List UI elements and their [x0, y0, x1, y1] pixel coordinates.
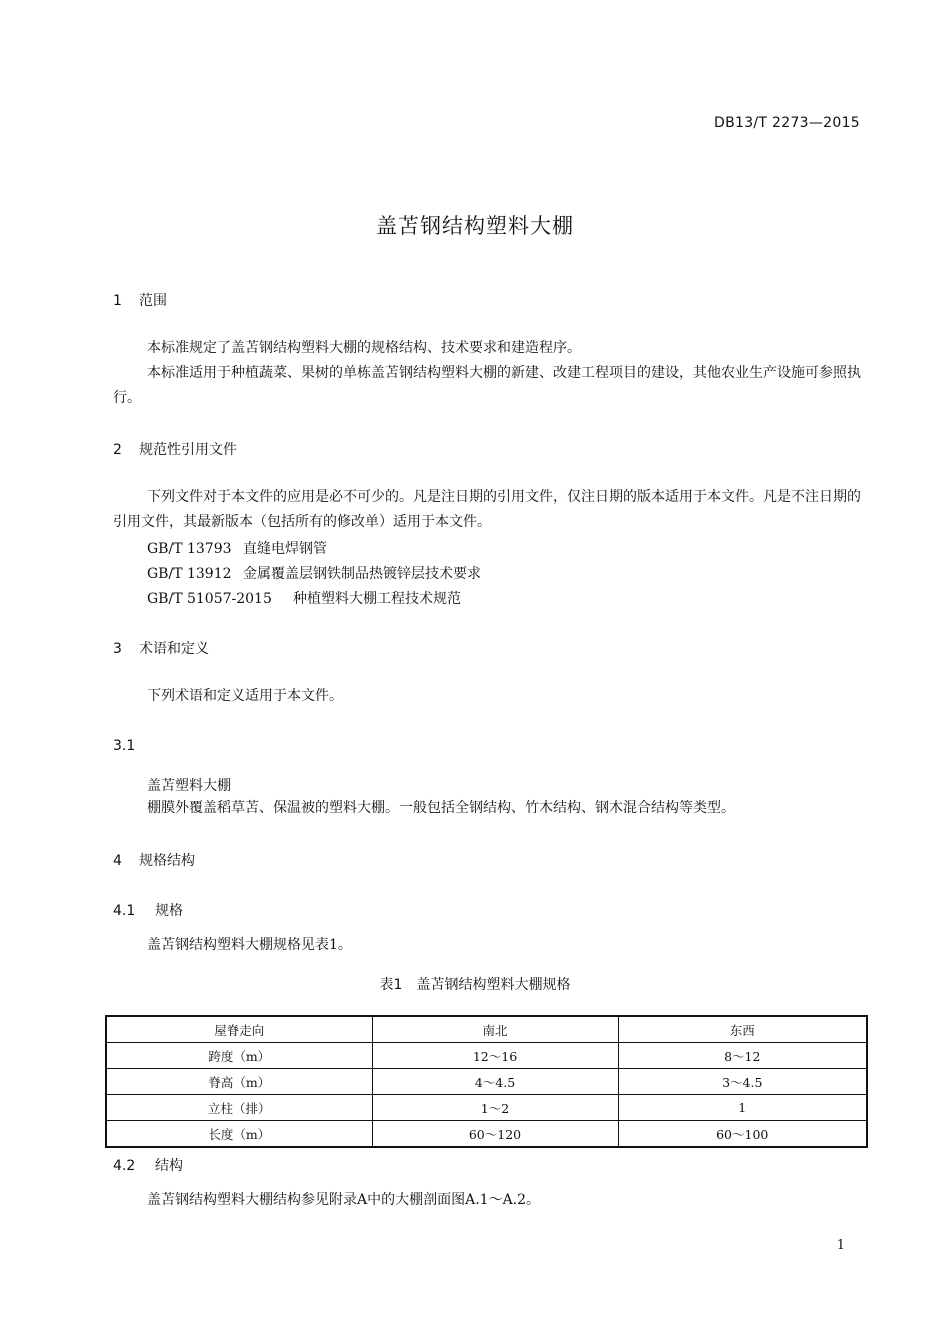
section-number: 2 [113, 442, 122, 458]
section-title: 结构 [155, 1158, 183, 1174]
section-number: 4.1 [113, 903, 136, 919]
section-title: 术语和定义 [139, 641, 209, 657]
document-number: DB13/T 2273—2015 [714, 115, 860, 131]
section-2-paragraph-1: 下列文件对于本文件的应用是必不可少的。凡是注日期的引用文件，仅注日期的版本适用于本文件。凡是不注日期的引用文件，其最新版本（包括所有的修改单）适用于本文件。 [113, 489, 861, 530]
table-header-cell: 屋脊走向 [106, 1016, 372, 1043]
reference-title: 金属覆盖层钢铁制品热镀锌层技术要求 [243, 566, 481, 582]
reference-code: GB/T 51057-2015 [147, 591, 272, 607]
subsection-4-1-paragraph: 盖苫钢结构塑料大棚规格见表1。 [147, 937, 352, 953]
section-2-heading [113, 439, 237, 459]
section-title: 范围 [139, 293, 167, 309]
subsection-4-1-heading [113, 900, 183, 920]
table-row [106, 1095, 867, 1121]
term-definition: 棚膜外覆盖稻草苫、保温被的塑料大棚。一般包括全钢结构、竹木结构、钢木混合结构等类型。 [147, 800, 735, 816]
section-number: 3 [113, 641, 122, 657]
section-number: 4.2 [113, 1158, 136, 1174]
section-1-paragraph-1: 本标准规定了盖苫钢结构塑料大棚的规格结构、技术要求和建造程序。 [147, 340, 581, 356]
table-cell: 60～100 [618, 1121, 867, 1148]
section-3-heading [113, 638, 209, 658]
subsection-4-2-paragraph: 盖苫钢结构塑料大棚结构参见附录A中的大棚剖面图A.1～A.2。 [147, 1192, 541, 1208]
section-3-paragraph-1: 下列术语和定义适用于本文件。 [147, 688, 343, 704]
table-row [106, 1043, 867, 1069]
reference-title: 直缝电焊钢管 [243, 541, 327, 557]
table-cell: 脊高（m） [106, 1069, 372, 1095]
section-title: 规格结构 [139, 853, 195, 869]
section-title: 规范性引用文件 [139, 442, 237, 458]
section-1-paragraph-2: 本标准适用于种植蔬菜、果树的单栋盖苫钢结构塑料大棚的新建、改建工程项目的建设，其他农业生产设施可参照执行。 [113, 365, 861, 406]
section-number: 4 [113, 853, 122, 869]
reference-item [147, 538, 327, 558]
table-cell: 立柱（排） [106, 1095, 372, 1121]
page-title: 盖苫钢结构塑料大棚 [376, 214, 574, 238]
reference-code: GB/T 13912 [147, 566, 232, 582]
table-caption-text: 盖苫钢结构塑料大棚规格 [416, 977, 571, 993]
table-header-cell: 东西 [618, 1016, 867, 1043]
table-label: 表1 [379, 977, 403, 993]
table-cell: 3～4.5 [618, 1069, 867, 1095]
spec-table [105, 1015, 868, 1148]
section-4-heading [113, 850, 195, 870]
table-cell: 跨度（m） [106, 1043, 372, 1069]
reference-item [147, 563, 481, 583]
table-cell: 长度（m） [106, 1121, 372, 1148]
table-caption [0, 974, 950, 994]
table-cell: 4～4.5 [372, 1069, 618, 1095]
table-row [106, 1069, 867, 1095]
reference-code: GB/T 13793 [147, 541, 232, 557]
table-header-row [106, 1016, 867, 1043]
table-cell: 1～2 [372, 1095, 618, 1121]
table-cell: 1 [618, 1095, 867, 1121]
page-number: 1 [836, 1238, 845, 1253]
table-cell: 8～12 [618, 1043, 867, 1069]
subsection-3-1-number: 3.1 [113, 738, 136, 754]
reference-title: 种植塑料大棚工程技术规范 [293, 591, 461, 607]
table-cell: 12～16 [372, 1043, 618, 1069]
term-title: 盖苫塑料大棚 [147, 778, 231, 794]
section-title: 规格 [155, 903, 183, 919]
subsection-4-2-heading [113, 1155, 183, 1175]
table-header-cell: 南北 [372, 1016, 618, 1043]
section-number: 1 [113, 293, 122, 309]
table-row [106, 1121, 867, 1148]
table-cell: 60～120 [372, 1121, 618, 1148]
section-1-heading [113, 290, 167, 310]
reference-item [147, 588, 461, 608]
